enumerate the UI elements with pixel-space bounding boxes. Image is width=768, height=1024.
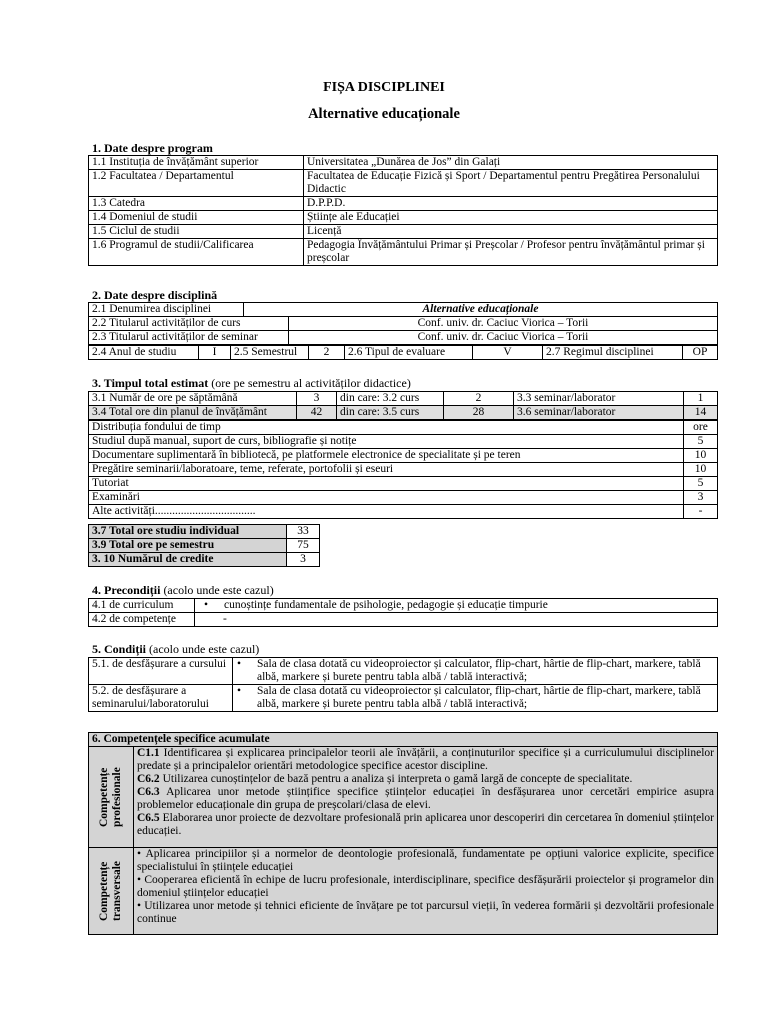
list-item: • Aplicarea principiilor și a normelor de deontologie profesională, fundamentate pe opțiuni valorice explicite, specifice specialistului în științele educației [137, 848, 714, 873]
section-6-heading: 6. Competențele specifice acumulate [89, 733, 718, 747]
table-row [89, 435, 718, 449]
cell: din care: 3.5 curs [337, 406, 444, 420]
cell: 4.2 de competențe [89, 613, 195, 627]
cell: • cunoștințe fundamentale de psihologie, pedagogie și educație timpurie [195, 599, 718, 613]
section-2-details-table [88, 345, 718, 360]
cell: 2.5 Semestrul [231, 346, 309, 360]
cell: ore [684, 421, 718, 435]
cell: I [199, 346, 231, 360]
cell: Tutoriat [89, 477, 684, 491]
row-value: Științe ale Educației [304, 211, 718, 225]
cell: 5 [684, 435, 718, 449]
cell: 3. 10 Numărul de credite [89, 553, 287, 567]
list-item: • Utilizarea unor metode și tehnici eficiente de învățare pe tot parcursul vieții, în vederea formării și dezvoltării profesionale continue [137, 900, 714, 925]
competences-prof-label: Competențe profesionale [98, 767, 123, 827]
cell: 2.4 Anul de studiu [89, 346, 199, 360]
competences-trans-label-cell [89, 848, 134, 935]
cell: Documentare suplimentară în bibliotecă, pe platformele electronice de specialitate și pe teren [89, 449, 684, 463]
competences-prof-list [134, 747, 718, 848]
table-row [89, 525, 320, 539]
row-label: 2.3 Titularul activităților de seminar [89, 331, 289, 345]
table-row [89, 156, 718, 170]
table-row [89, 613, 718, 627]
table-row [89, 491, 718, 505]
cell: 5.2. de desfășurare a seminarului/laboratorului [89, 685, 233, 712]
document-title: FIȘA DISCIPLINEI [323, 80, 445, 95]
cell: 2.6 Tipul de evaluare [345, 346, 473, 360]
table-row [89, 449, 718, 463]
competences-trans-label: Competențe transversale [98, 860, 123, 922]
row-label: 2.2 Titularul activităților de curs [89, 317, 289, 331]
cell: Distribuția fondului de timp [89, 421, 684, 435]
table-row [89, 421, 718, 435]
table-row [89, 505, 718, 519]
cell: 33 [287, 525, 320, 539]
list-item: • Cooperarea eficientă în echipe de lucru profesionale, interdisciplinare, specifice desfășurării proiectelor și programelor din domeniul științelor educației [137, 874, 714, 899]
row-label: 1.1 Instituția de învățământ superior [89, 156, 304, 170]
table-row [89, 848, 718, 935]
row-value: Facultatea de Educație Fizică și Sport / Departamentul pentru Pregătirea Personalului Didactic [304, 170, 718, 197]
list-item: C6.2 Utilizarea cunoștințelor de bază pentru a analiza și interpreta o gamă largă de concepte de specialitate. [137, 773, 633, 785]
cell: 5.1. de desfășurare a cursului [89, 658, 233, 685]
cell: 1 [684, 392, 718, 406]
table-row [89, 346, 718, 360]
cell: din care: 3.2 curs [337, 392, 444, 406]
cell: V [473, 346, 543, 360]
list-item: C6.5 Elaborarea unor proiecte de dezvoltare profesională prin aplicarea unor descoperiri din cercetarea în domeniul științelor educației. [137, 812, 714, 837]
section-2-heading: 2. Date despre disciplină [92, 288, 218, 302]
cell: 5 [684, 477, 718, 491]
cell: 14 [684, 406, 718, 420]
cell: 2 [309, 346, 345, 360]
cell: 3.3 seminar/laborator [514, 392, 684, 406]
section-4-heading: 4. Precondiții (acolo unde este cazul) [92, 583, 274, 597]
cell: - [195, 613, 718, 627]
cell: Studiul după manual, suport de curs, bibliografie și notițe [89, 435, 684, 449]
cell: 10 [684, 449, 718, 463]
discipline-name: Alternative educaționale [244, 303, 718, 317]
section-2-name-table [88, 302, 718, 317]
document-subtitle: Alternative educaționale [308, 106, 460, 122]
table-row [89, 225, 718, 239]
table-row [89, 239, 718, 266]
cell: 2 [444, 392, 514, 406]
row-value: Conf. univ. dr. Caciuc Viorica – Torii [289, 331, 718, 345]
cell: 3 [684, 491, 718, 505]
table-row [89, 599, 718, 613]
table-row [89, 211, 718, 225]
cell: • Sala de clasa dotată cu videoproiector și calculator, flip-chart, hârtie de flip-chart, markere, tablă albă, markere și burete pentru tabla albă / tablă interactivă; [233, 685, 718, 712]
table-row [89, 747, 718, 848]
section-3-totals-table [88, 524, 320, 567]
row-value: D.P.P.D. [304, 197, 718, 211]
cell: 2.7 Regimul disciplinei [543, 346, 683, 360]
cell: Examinări [89, 491, 684, 505]
section-6-table [88, 732, 718, 935]
cell: 3 [297, 392, 337, 406]
cell: Alte activități................................... [89, 505, 684, 519]
row-value: Licență [304, 225, 718, 239]
section-2-titular-table [88, 316, 718, 345]
cell: 3.6 seminar/laborator [514, 406, 684, 420]
table-row [89, 170, 718, 197]
table-row [89, 685, 718, 712]
competences-prof-label-cell [89, 747, 134, 848]
table-row [89, 303, 718, 317]
row-label: 2.1 Denumirea disciplinei [89, 303, 244, 317]
row-label: 1.3 Catedra [89, 197, 304, 211]
section-3-hours-table [88, 391, 718, 420]
row-value: Universitatea „Dunărea de Jos” din Galați [304, 156, 718, 170]
table-row [89, 392, 718, 406]
cell: OP [683, 346, 718, 360]
row-value: Pedagogia Învățământului Primar și Preșcolar / Profesor pentru învățământul primar și preșcolar [304, 239, 718, 266]
table-row [89, 477, 718, 491]
cell: 3.1 Număr de ore pe săptămână [89, 392, 297, 406]
table-row [89, 463, 718, 477]
table-row [89, 406, 718, 420]
row-value: Conf. univ. dr. Caciuc Viorica – Torii [289, 317, 718, 331]
table-row [89, 197, 718, 211]
section-1-table [88, 155, 718, 266]
cell: 3.4 Total ore din planul de învățământ [89, 406, 297, 420]
cell: 42 [297, 406, 337, 420]
cell: 10 [684, 463, 718, 477]
row-label: 1.5 Ciclul de studii [89, 225, 304, 239]
section-1-heading: 1. Date despre program [92, 141, 213, 155]
table-row [89, 539, 320, 553]
section-5-heading: 5. Condiții (acolo unde este cazul) [92, 642, 260, 656]
cell: • Sala de clasa dotată cu videoproiector și calculator, flip-chart, hârtie de flip-chart, markere, tablă albă, markere și burete pentru tabla albă / tablă interactivă; [233, 658, 718, 685]
cell: 3.7 Total ore studiu individual [89, 525, 287, 539]
cell: 75 [287, 539, 320, 553]
cell: 3.9 Total ore pe semestru [89, 539, 287, 553]
cell: 28 [444, 406, 514, 420]
table-row [89, 658, 718, 685]
cell: Pregătire seminarii/laboratoare, teme, referate, portofolii și eseuri [89, 463, 684, 477]
list-item: C1.1 Identificarea și explicarea principalelor teorii ale învățării, a conținuturilor specifice și a curriculumului disciplinelor predate și a principalelor orientări metodologice specifice acestor discipline. [137, 747, 714, 772]
row-label: 1.6 Programul de studii/Calificarea [89, 239, 304, 266]
section-3-heading: 3. Timpul total estimat (ore pe semestru al activităților didactice) [92, 376, 411, 390]
table-row [89, 553, 320, 567]
table-row [89, 331, 718, 345]
competences-trans-list [134, 848, 718, 935]
section-5-table [88, 657, 718, 712]
table-row [89, 317, 718, 331]
cell: 3 [287, 553, 320, 567]
table-row [89, 733, 718, 747]
row-label: 1.4 Domeniul de studii [89, 211, 304, 225]
cell: 4.1 de curriculum [89, 599, 195, 613]
row-label: 1.2 Facultatea / Departamentul [89, 170, 304, 197]
section-3-distribution-table [88, 420, 718, 519]
list-item: C6.3 Aplicarea unor metode științifice specifice științelor educației în desfășurarea unor cercetări empirice asupra problemelor educaționale din grupa de preșcolari/clasa de elevi. [137, 786, 714, 811]
cell: - [684, 505, 718, 519]
section-4-table [88, 598, 718, 627]
